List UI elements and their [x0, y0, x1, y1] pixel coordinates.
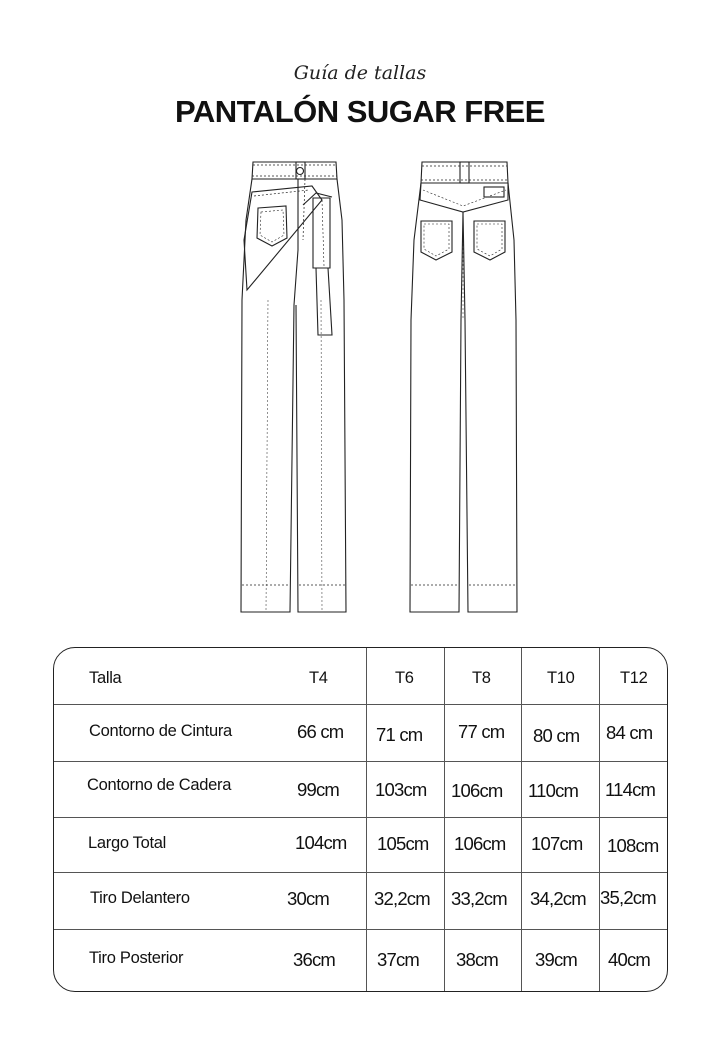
table-cell: 35,2cm	[600, 887, 656, 908]
table-cell: 77 cm	[458, 721, 505, 742]
size-header-t6: T6	[395, 669, 414, 687]
table-cell: 108cm	[607, 835, 659, 856]
row-label-tiro-posterior: Tiro Posterior	[89, 949, 184, 967]
table-cell: 37cm	[377, 949, 420, 970]
table-cell: 110cm	[528, 780, 579, 801]
table-cell: 104cm	[295, 832, 347, 853]
row-label-cintura: Contorno de Cintura	[89, 722, 232, 740]
table-cell: 80 cm	[533, 725, 580, 746]
table-cell: 32,2cm	[374, 888, 430, 909]
table-cell: 106cm	[451, 780, 503, 801]
pants-back-drawing	[410, 162, 517, 612]
row-label-tiro-delantero: Tiro Delantero	[90, 889, 190, 907]
subtitle: Guía de tallas	[293, 62, 427, 84]
table-cell: 40cm	[608, 949, 651, 970]
row-label-largo-total: Largo Total	[88, 834, 167, 852]
table-cell: 30cm	[287, 888, 330, 909]
table-cell: 114cm	[605, 779, 656, 800]
size-header-t4: T4	[309, 669, 328, 687]
pants-front-drawing	[241, 162, 346, 612]
table-cell: 39cm	[535, 949, 578, 970]
table-cell: 99cm	[297, 779, 340, 800]
header-talla-label: Talla	[89, 669, 122, 687]
table-cell: 34,2cm	[530, 888, 586, 909]
table-cell: 33,2cm	[451, 888, 507, 909]
row-label-cadera: Contorno de Cadera	[87, 776, 232, 794]
table-cell: 106cm	[454, 833, 506, 854]
size-chart-table	[53, 647, 668, 992]
table-cell: 66 cm	[297, 721, 344, 742]
size-header-t12: T12	[620, 669, 648, 687]
pants-illustrations	[0, 150, 720, 620]
table-cell: 103cm	[375, 779, 427, 800]
size-header-t8: T8	[472, 669, 491, 687]
size-header-t10: T10	[547, 669, 575, 687]
page-title: PANTALÓN SUGAR FREE	[175, 94, 545, 129]
table-cell: 71 cm	[376, 724, 423, 745]
table-cell: 105cm	[377, 833, 429, 854]
table-cell: 36cm	[293, 949, 336, 970]
table-cell: 38cm	[456, 949, 499, 970]
table-cell: 107cm	[531, 833, 583, 854]
table-cell: 84 cm	[606, 722, 653, 743]
